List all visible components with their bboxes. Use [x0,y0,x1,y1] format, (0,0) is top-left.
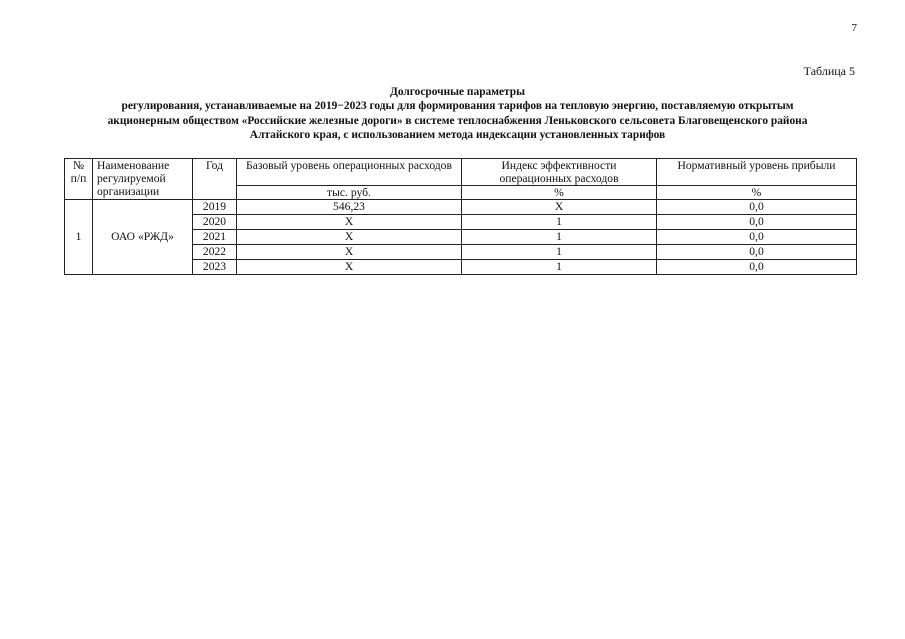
index-cell: 1 [462,230,657,245]
organization-name: ОАО «РЖД» [93,200,193,275]
year-cell: 2020 [193,215,237,230]
base-cell: X [237,260,462,275]
index-cell: 1 [462,245,657,260]
base-cell: X [237,215,462,230]
row-number: 1 [65,200,93,275]
base-cell: 546,23 [237,200,462,215]
profit-cell: 0,0 [657,215,857,230]
document-title [40,85,875,142]
title-line-2: регулирования, устанавливаемые на 2019−2023 годы для формирования тарифов на тепловую энергию, поставляемую открытым [121,100,794,113]
title-line-4: Алтайского края, с использованием метода индексации установленных тарифов [249,128,666,141]
table-label: Таблица 5 [803,64,855,78]
unit-base: тыс. руб. [237,186,462,200]
base-cell: X [237,245,462,260]
header-num: № п/п [65,159,93,200]
header-index: Индекс эффективности операционных расходов [462,159,657,186]
profit-cell: 0,0 [657,245,857,260]
page-number: 7 [851,22,857,34]
title-line-3: акционерным обществом «Российские железные дороги» в системе теплоснабжения Леньковского сельсовета Благовещенского района [107,114,808,127]
index-cell: X [462,200,657,215]
base-cell: X [237,230,462,245]
profit-cell: 0,0 [657,260,857,275]
year-cell: 2019 [193,200,237,215]
title-line-1: Долгосрочные параметры [390,86,525,98]
header-profit: Нормативный уровень прибыли [657,159,857,186]
table-row [65,200,857,215]
header-row [65,159,857,186]
profit-cell: 0,0 [657,200,857,215]
index-cell: 1 [462,215,657,230]
year-cell: 2022 [193,245,237,260]
header-base: Базовый уровень операционных расходов [237,159,462,186]
index-cell: 1 [462,260,657,275]
unit-profit: % [657,186,857,200]
profit-cell: 0,0 [657,230,857,245]
year-cell: 2023 [193,260,237,275]
year-cell: 2021 [193,230,237,245]
parameters-table [64,158,857,275]
unit-index: % [462,186,657,200]
header-year: Год [193,159,237,200]
header-org: Наименование регулируемой организации [93,159,193,200]
